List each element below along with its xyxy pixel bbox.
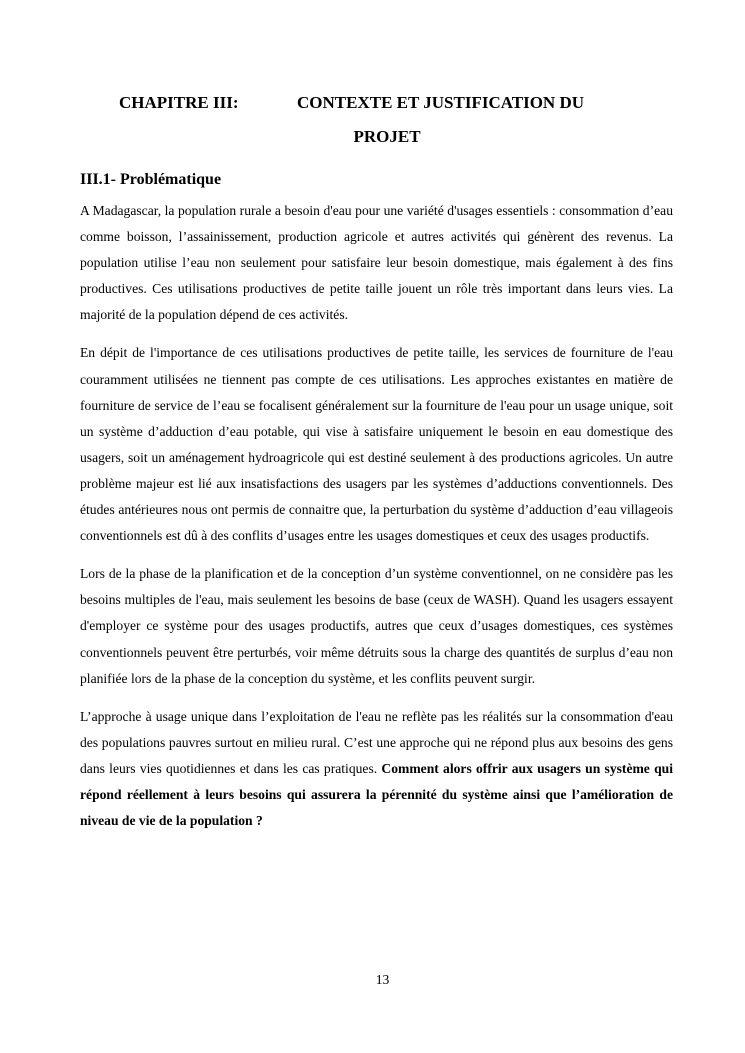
chapter-title-line1: CONTEXTE ET JUSTIFICATION DU — [297, 93, 585, 112]
chapter-title-line2: PROJET — [353, 127, 421, 146]
paragraph-3: Lors de la phase de la planification et de la conception d’un système conventionnel, on ne considère pas les besoins multiples de l'eau, mais seulement les besoins de base (ceux de WASH). Quand les usagers essayent d'employer ce système pour des usages productifs, autres que ceux d’usages domestiques, ces systèmes conventionnels peuvent être perturbés, voir même détruits sous la charge des quantités de surplus d’eau non planifiée lors de la phase de la conception du système, et les conflits peuvent surgir. — [80, 566, 673, 686]
chapter-title — [80, 86, 673, 154]
paragraph-2: En dépit de l'importance de ces utilisations productives de petite taille, les services de fourniture de l'eau couramment utilisées ne tiennent pas compte de ces utilisations. Les approches existantes en matière de fourniture de service de l’eau se focalisent généralement sur la fourniture de l'eau pour un usage unique, soit un système d’adduction d’eau potable, qui vise à satisfaire uniquement le besoin en eau domestique des usagers, soit un aménagement hydroagricole qui est destiné seulement à des productions agricoles. Un autre problème majeur est lié aux insatisfactions des usagers par les systèmes d’adductions conventionnels. Des études antérieures nous ont permis de connaitre que, la perturbation du système d’adduction d’eau villageois conventionnels est dû à des conflits d’usages entre les usages domestiques et ceux des usages productifs. — [80, 345, 673, 544]
body-text — [80, 198, 673, 846]
paragraph-4-text: L’approche à usage unique dans l’exploitation de l'eau ne reflète pas les réalités sur la consommation d'eau des populations pauvres surtout en milieu rural. C’est une approche qui ne répond plus aux besoins des gens dans leurs vies quotidiennes et dans les cas pratiques. — [80, 708, 673, 776]
paragraph-1: A Madagascar, la population rurale a besoin d'eau pour une variété d'usages essentiels : consommation d’eau comme boisson, l’assainissement, production agricole et autres activités qui génèrent des revenus. La population utilise l’eau non seulement pour satisfaire leur besoin domestique, mais également à des fins productives. Ces utilisations productives de petite taille jouent un rôle très important dans leurs vies. La majorité de la population dépend de ces activités. — [80, 203, 673, 323]
section-heading: III.1- Problématique — [80, 171, 222, 188]
page-number: 13 — [375, 972, 390, 987]
chapter-label: CHAPITRE III: — [119, 93, 239, 112]
problem-question: Comment alors offrir aux usagers un système qui répond réellement à leurs besoins qui assurera la pérennité du système ainsi que l’amélioration de niveau de vie de la population ? — [80, 760, 673, 829]
paragraph-4 — [80, 704, 673, 834]
